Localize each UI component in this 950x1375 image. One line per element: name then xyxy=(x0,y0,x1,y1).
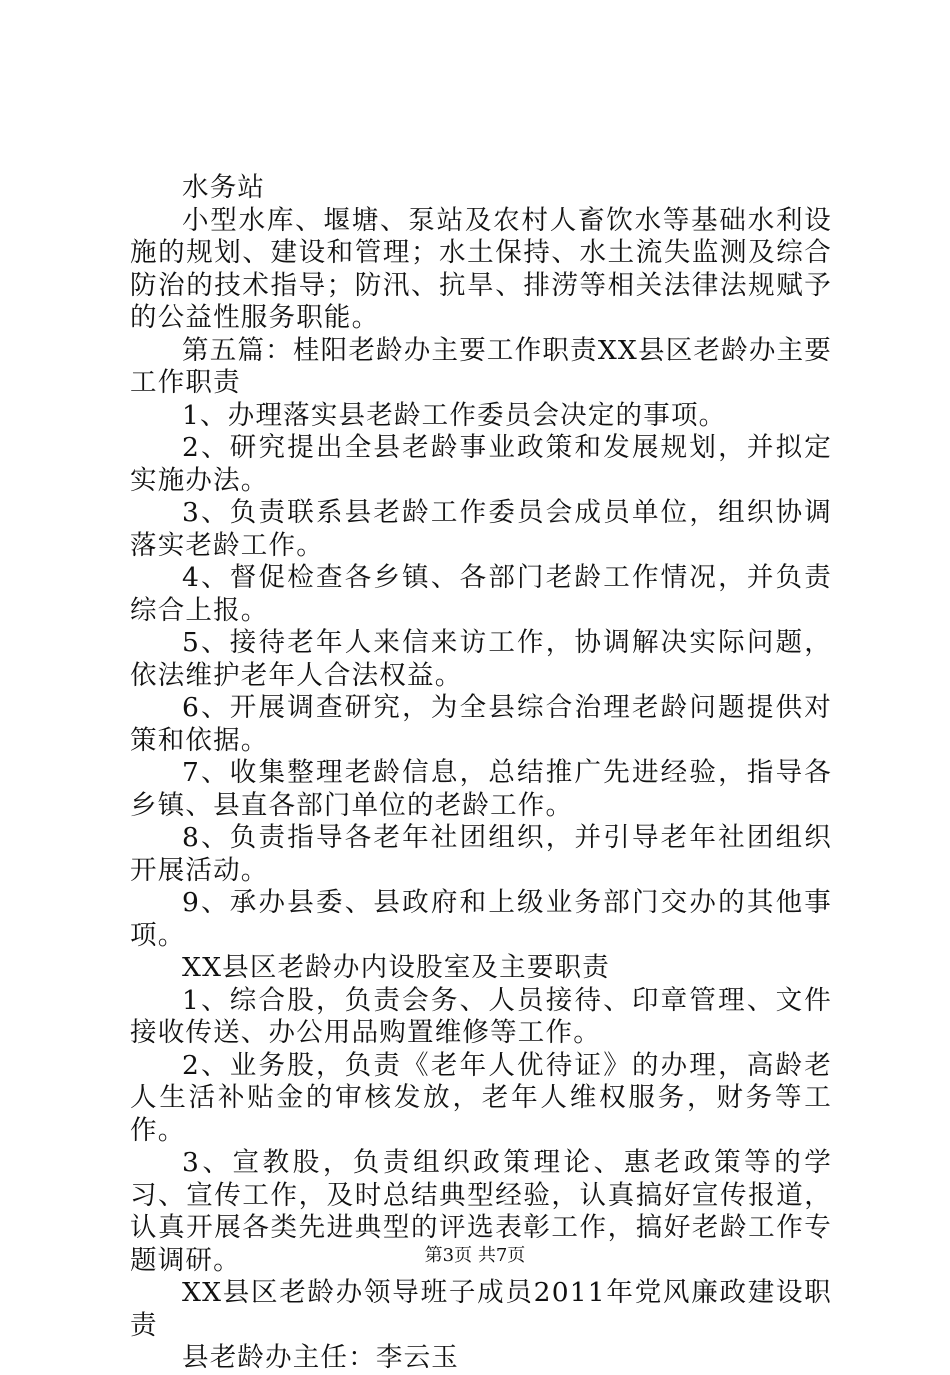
list-item: 3、宣教股，负责组织政策理论、惠老政策等的学习、宣传工作，及时总结典型经验，认真搞好宣传报道，认真开展各类先进典型的评选表彰工作，搞好老龄工作专题调研。 xyxy=(130,1147,832,1276)
list-item: 3、负责联系县老龄工作委员会成员单位，组织协调落实老龄工作。 xyxy=(130,497,832,561)
list-item: 7、收集整理老龄信息，总结推广先进经验，指导各乡镇、县直各部门单位的老龄工作。 xyxy=(130,757,832,821)
list-item: 4、督促检查各乡镇、各部门老龄工作情况，并负责综合上报。 xyxy=(130,562,832,626)
page-footer: 第3页 共7页 xyxy=(424,1245,526,1266)
list-item: 6、开展调查研究，为全县综合治理老龄问题提供对策和依据。 xyxy=(130,692,832,756)
paragraph: 县老龄办主任：李云玉 xyxy=(182,1342,459,1373)
section-heading: XX县区老龄办内设股室及主要职责 xyxy=(182,952,610,983)
list-item: 1、综合股，负责会务、人员接待、印章管理、文件接收传送、办公用品购置维修等工作。 xyxy=(130,984,832,1048)
list-item: 2、业务股，负责《老年人优待证》的办理，高龄老人生活补贴金的审核发放，老年人维权服务，财务等工作。 xyxy=(130,1049,832,1146)
list-item: 1、办理落实县老龄工作委员会决定的事项。 xyxy=(182,399,727,431)
document-body xyxy=(130,172,832,1375)
paragraph: 水务站 xyxy=(182,172,266,203)
list-item: 8、负责指导各老年社团组织，并引导老年社团组织开展活动。 xyxy=(130,822,832,886)
paragraph: 小型水库、堰塘、泵站及农村人畜饮水等基础水利设施的规划、建设和管理；水土保持、水土流失监测及综合防治的技术指导；防汛、抗旱、排涝等相关法律法规赋予的公益性服务职能。 xyxy=(130,204,832,333)
list-item: 2、研究提出全县老龄事业政策和发展规划，并拟定实施办法。 xyxy=(130,432,832,496)
section-heading: 第五篇：桂阳老龄办主要工作职责XX县区老龄办主要工作职责 xyxy=(130,334,832,398)
list-item: 9、承办县委、县政府和上级业务部门交办的其他事项。 xyxy=(130,887,832,951)
list-item: 5、接待老年人来信来访工作，协调解决实际问题，依法维护老年人合法权益。 xyxy=(130,627,832,691)
section-heading: XX县区老龄办领导班子成员2011年党风廉政建设职责 xyxy=(130,1277,832,1341)
